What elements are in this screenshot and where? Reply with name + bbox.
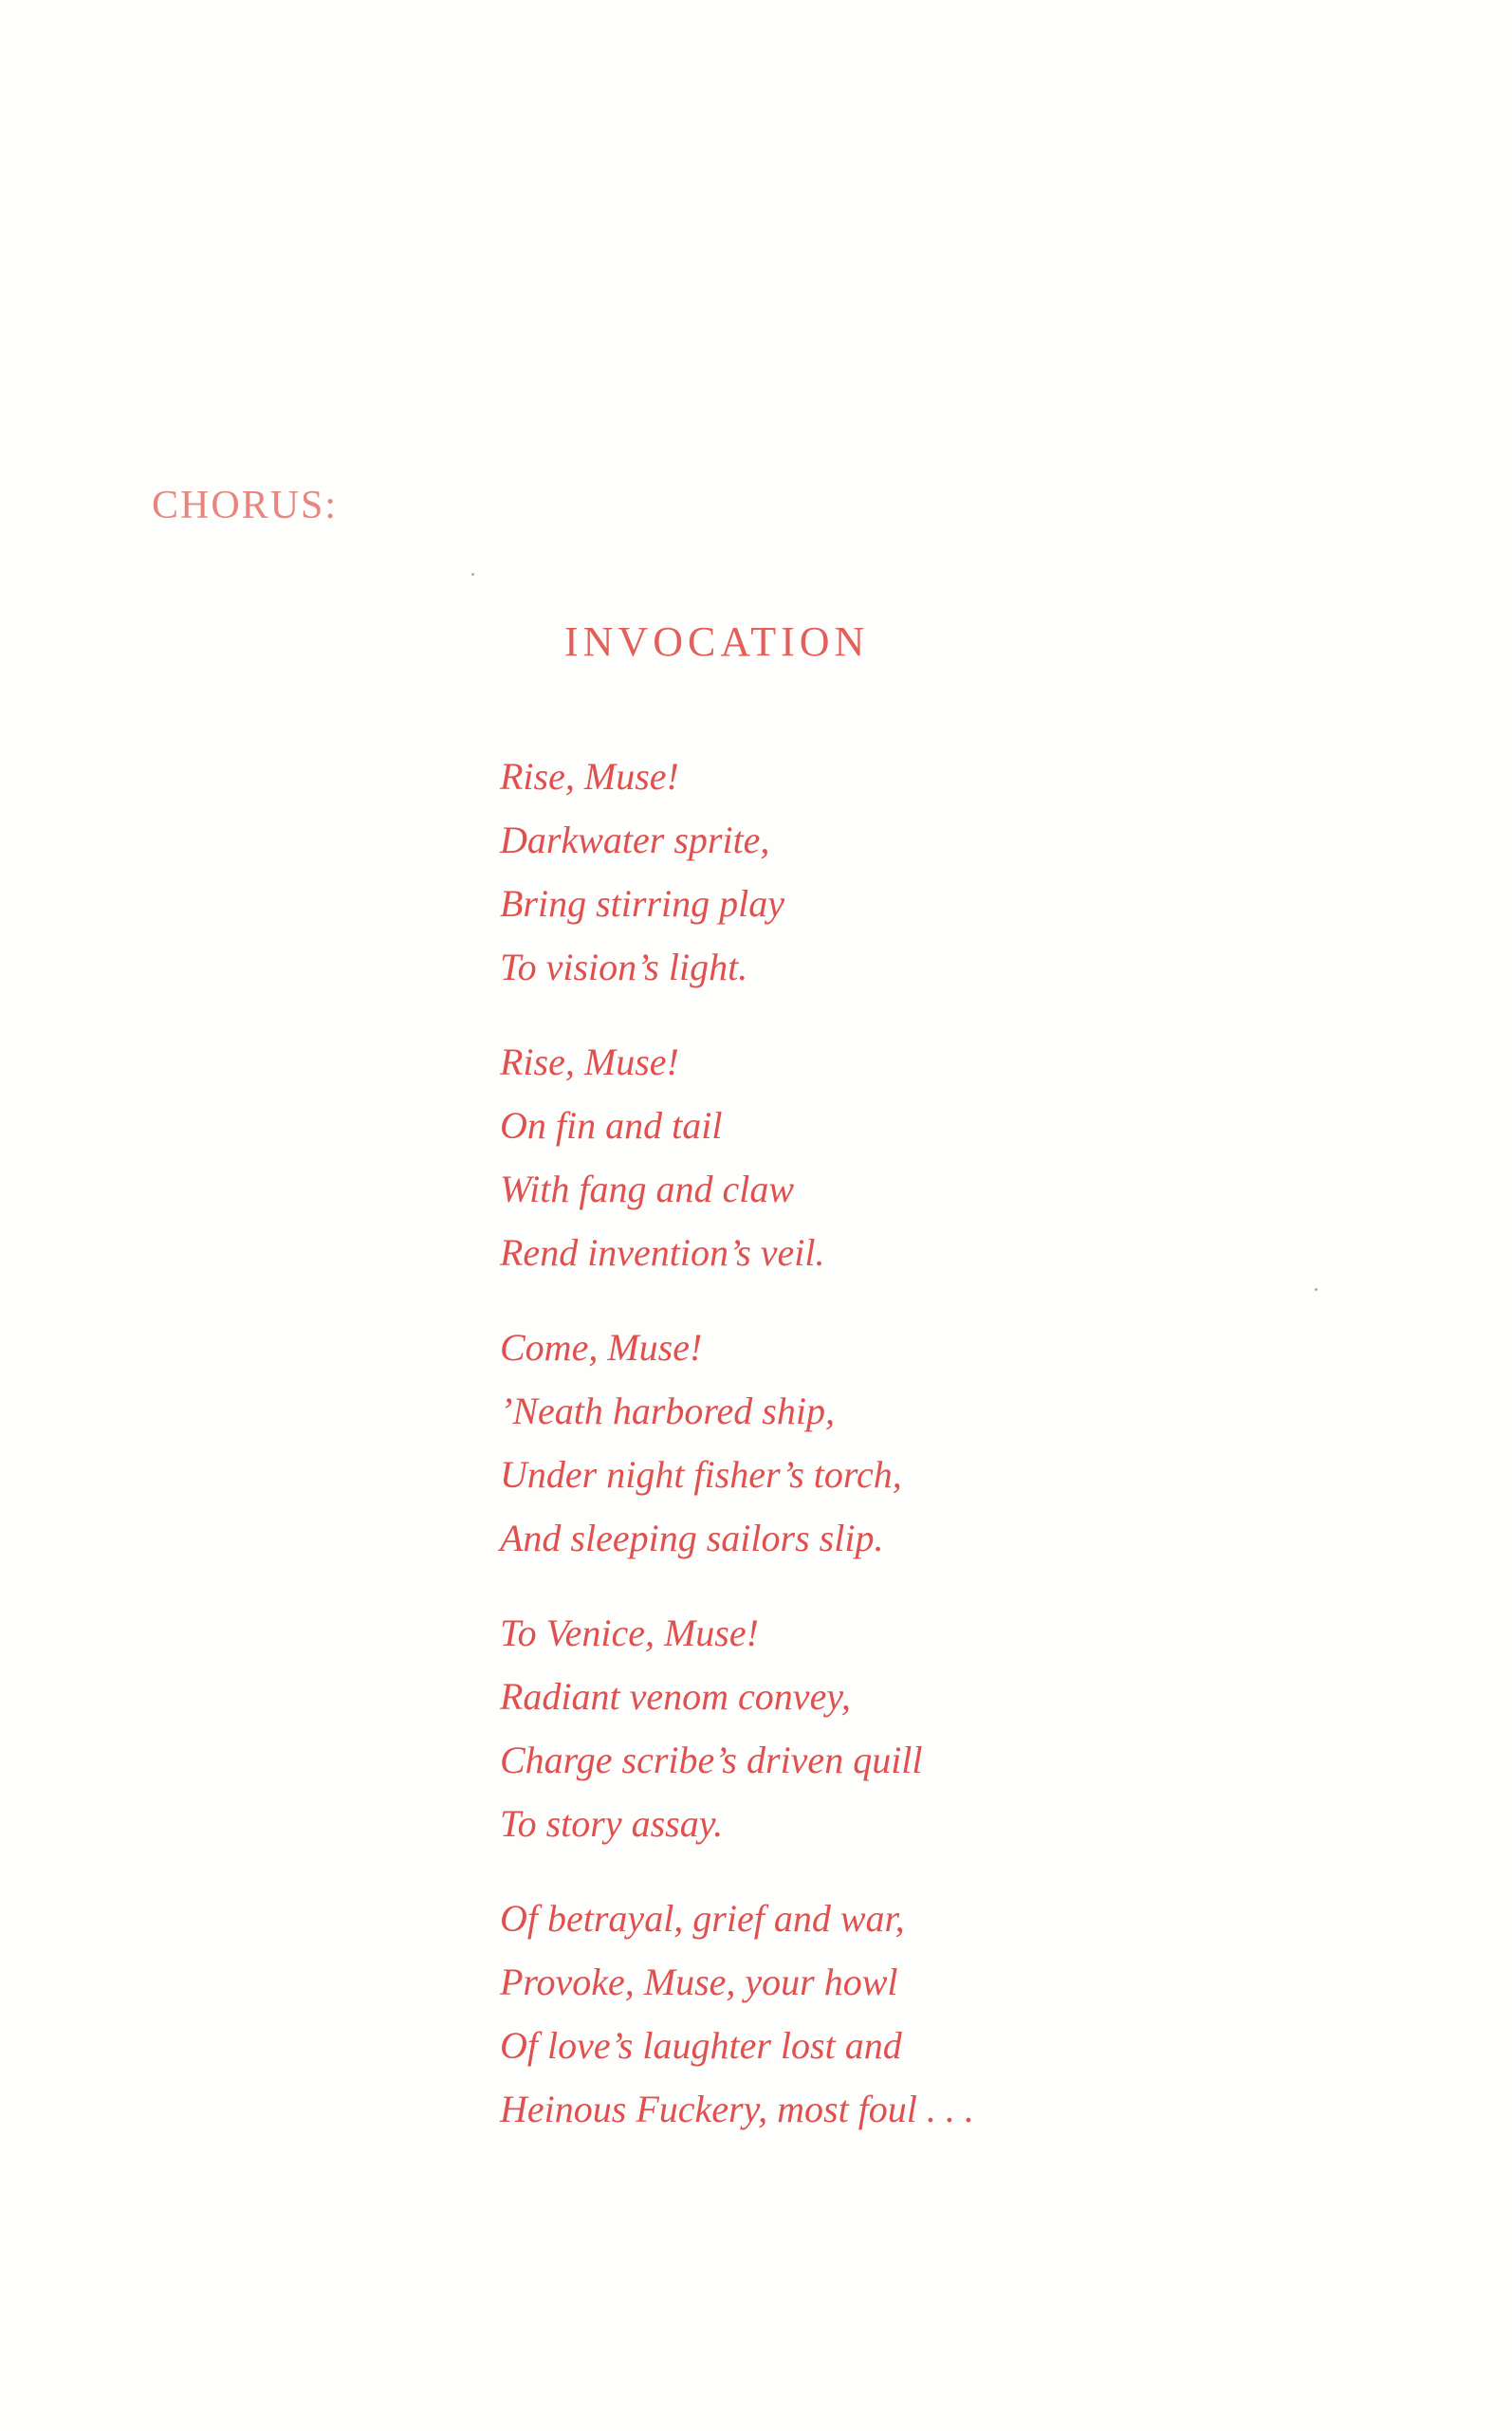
poem-line: Darkwater sprite,	[500, 819, 770, 861]
poem-line: Rise, Muse!	[500, 1041, 679, 1083]
poem-line: With fang and claw	[500, 1168, 794, 1210]
poem-line: Of betrayal, grief and war,	[500, 1897, 905, 1940]
poem-line: Rise, Muse!	[500, 755, 679, 798]
poem-line: Under night fisher’s torch,	[500, 1453, 902, 1496]
print-speck	[1315, 1288, 1318, 1291]
poem-line: Charge scribe’s driven quill	[500, 1739, 923, 1781]
poem-line: Provoke, Muse, your howl	[500, 1961, 898, 2003]
stanza	[500, 745, 974, 999]
speaker-label: CHORUS:	[152, 484, 339, 527]
poem-line: On fin and tail	[500, 1104, 723, 1147]
poem-line: Heinous Fuckery, most foul . . .	[500, 2088, 974, 2130]
poem-line: To vision’s light.	[500, 946, 748, 988]
stanza	[500, 1601, 974, 1855]
poem-line: ’Neath harbored ship,	[500, 1390, 835, 1432]
poem-line: To story assay.	[500, 1802, 724, 1845]
stanza	[500, 1887, 974, 2141]
poem-title: INVOCATION	[564, 618, 870, 665]
poem-line: To Venice, Muse!	[500, 1611, 759, 1654]
print-speck	[471, 573, 474, 576]
poem-line: Radiant venom convey,	[500, 1675, 851, 1718]
stanza	[500, 1030, 974, 1284]
poem-line: Rend invention’s veil.	[500, 1231, 825, 1274]
poem-line: Bring stirring play	[500, 882, 785, 925]
poem-line: Come, Muse!	[500, 1326, 703, 1369]
poem-line: Of love’s laughter lost and	[500, 2024, 902, 2067]
poem-line: And sleeping sailors slip.	[500, 1517, 884, 1559]
stanza	[500, 1316, 974, 1570]
poem-body	[500, 745, 974, 2172]
